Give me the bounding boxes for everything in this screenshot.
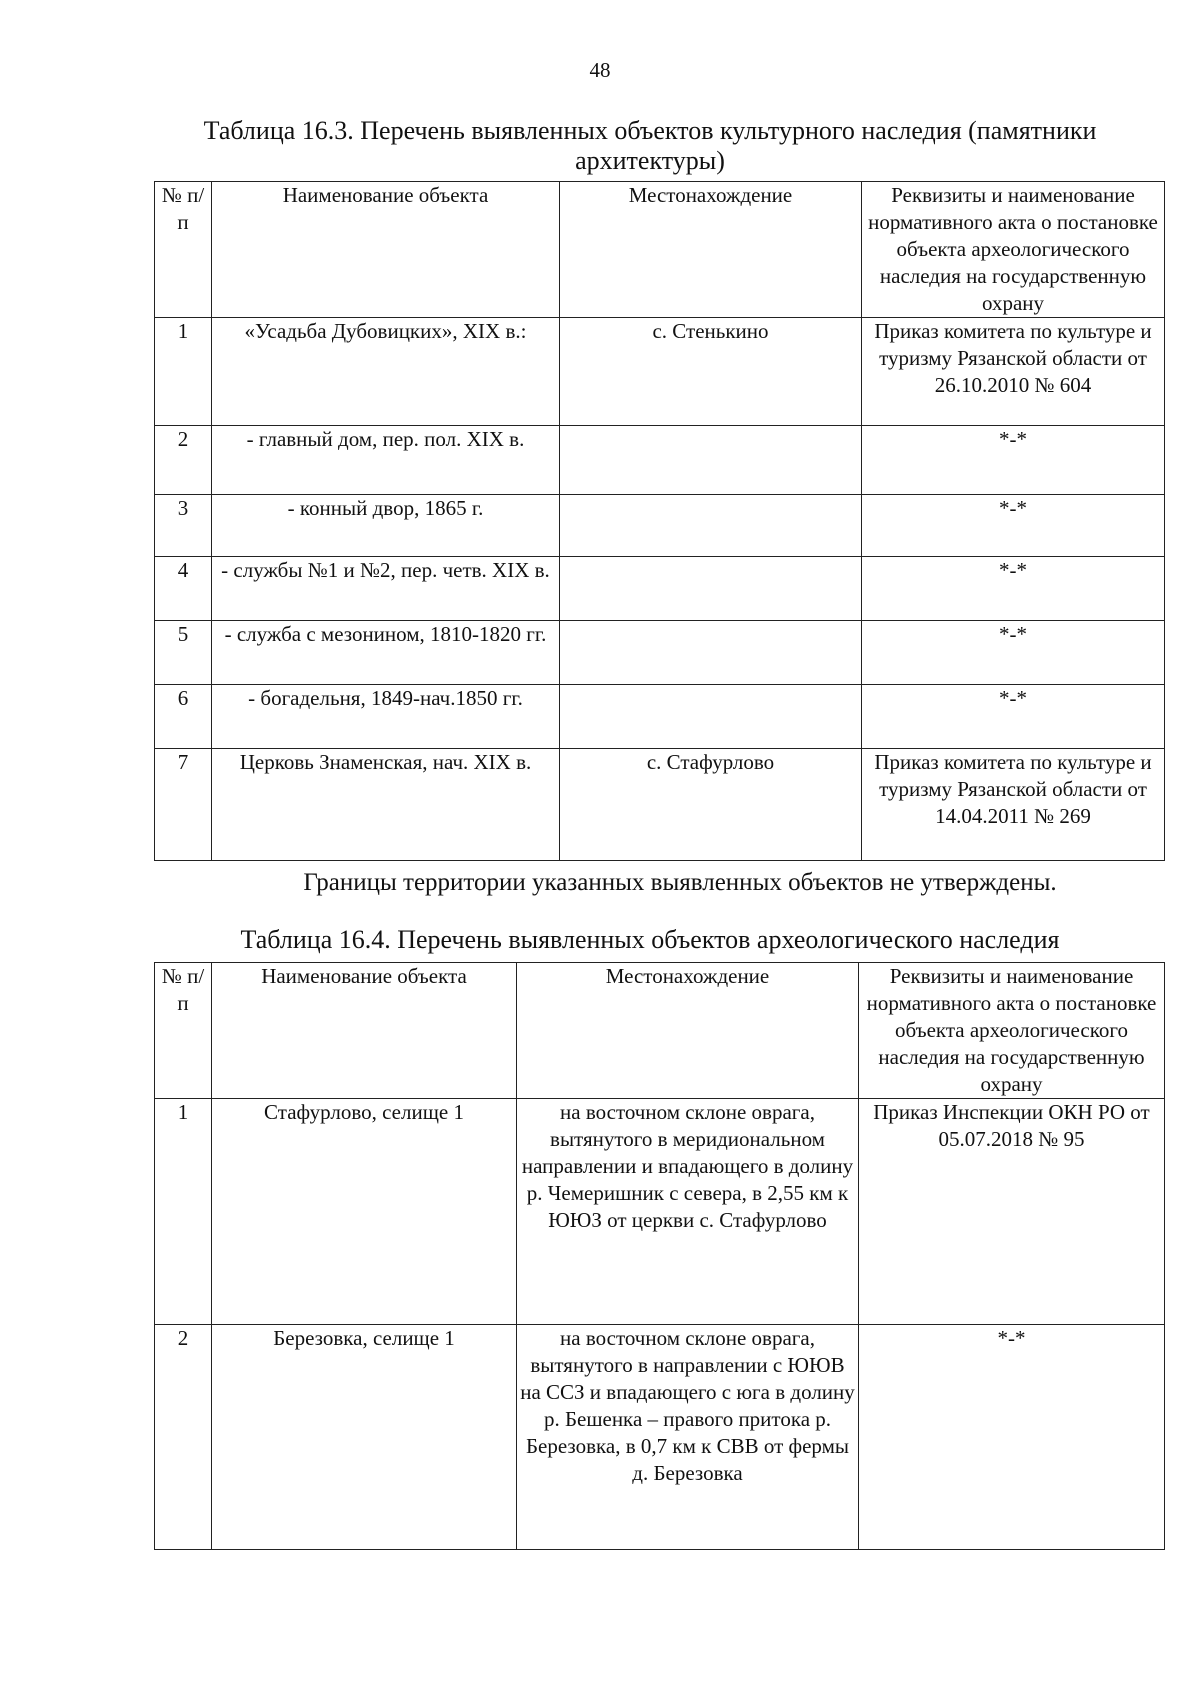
cell-num: 2 [155,1325,212,1550]
table-row [155,1325,1165,1550]
architecture-heritage-table [154,181,1165,861]
cell-num: 7 [155,749,212,861]
cell-location: на восточном склоне оврага, вытянутого в направлении с ЮЮВ на ССЗ и впадающего с юга в долину р. Бешенка – правого притока р. Березовка, в 0,7 км к СВВ от фермы д. Березовка [517,1325,859,1550]
header-act: Реквизиты и наименование нормативного акта о постановке объекта археологического наследия на государственную охрану [859,963,1165,1099]
cell-num: 1 [155,1099,212,1325]
cell-act: *-* [862,426,1165,495]
cell-name: Стафурлово, селище 1 [212,1099,517,1325]
cell-location [560,495,862,557]
cell-location: с. Стенькино [560,318,862,426]
cell-num: 6 [155,685,212,749]
header-act: Реквизиты и наименование нормативного акта о постановке объекта археологического наследия на государственную охрану [862,182,1165,318]
cell-name: - конный двор, 1865 г. [212,495,560,557]
cell-num: 3 [155,495,212,557]
cell-location [560,621,862,685]
cell-location [560,426,862,495]
cell-name: - службы №1 и №2, пер. четв. XIX в. [212,557,560,621]
cell-num: 5 [155,621,212,685]
cell-name: Церковь Знаменская, нач. XIX в. [212,749,560,861]
cell-num: 4 [155,557,212,621]
boundaries-note: Границы территории указанных выявленных объектов не утверждены. [303,869,1057,896]
archaeology-heritage-table [154,962,1165,1550]
header-num: № п/п [155,963,212,1099]
cell-location: с. Стафурлово [560,749,862,861]
cell-name: - главный дом, пер. пол. XIX в. [212,426,560,495]
cell-act: *-* [859,1325,1165,1550]
page-number: 48 [589,58,611,82]
table-row [155,685,1165,749]
cell-act: *-* [862,621,1165,685]
table-header-row [155,963,1165,1099]
cell-act: Приказ Инспекции ОКН РО от 05.07.2018 № 95 [859,1099,1165,1325]
header-location: Местонахождение [517,963,859,1099]
cell-name: - богадельня, 1849-нач.1850 гг. [212,685,560,749]
table-row [155,426,1165,495]
cell-act: *-* [862,557,1165,621]
table-row [155,749,1165,861]
table-row [155,557,1165,621]
cell-act: Приказ комитета по культуре и туризму Рязанской области от 14.04.2011 № 269 [862,749,1165,861]
header-name: Наименование объекта [212,963,517,1099]
cell-act: Приказ комитета по культуре и туризму Рязанской области от 26.10.2010 № 604 [862,318,1165,426]
table-row [155,495,1165,557]
table-row [155,621,1165,685]
header-name: Наименование объекта [212,182,560,318]
table-header-row [155,182,1165,318]
cell-num: 1 [155,318,212,426]
cell-location: на восточном склоне оврага, вытянутого в меридиональном направлении и впадающего в долину р. Чемеришник с севера, в 2,55 км к ЮЮЗ от церкви с. Стафурлово [517,1099,859,1325]
cell-location [560,557,862,621]
cell-act: *-* [862,685,1165,749]
table-row [155,318,1165,426]
cell-name: «Усадьба Дубовицких», XIX в.: [212,318,560,426]
table-row [155,1099,1165,1325]
cell-name: - служба с мезонином, 1810-1820 гг. [212,621,560,685]
header-num: № п/п [155,182,212,318]
table-16-3-caption: Таблица 16.3. Перечень выявленных объектов культурного наследия (памятники архитектуры) [203,116,1097,175]
cell-act: *-* [862,495,1165,557]
cell-num: 2 [155,426,212,495]
table-16-4-caption: Таблица 16.4. Перечень выявленных объектов археологического наследия [240,925,1060,954]
cell-location [560,685,862,749]
cell-name: Березовка, селище 1 [212,1325,517,1550]
header-location: Местонахождение [560,182,862,318]
